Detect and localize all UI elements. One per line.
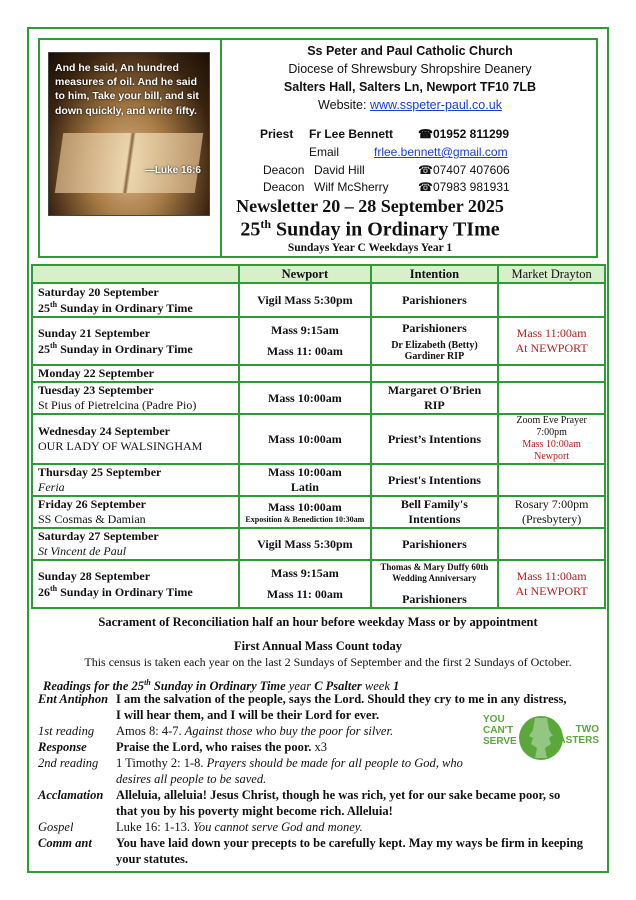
ent-antiphon-text: I am the salvation of the people, says the Lord. Should they cry to me in any distress, — [116, 692, 567, 706]
years-line: Sundays Year C Weekdays Year 1 — [287, 242, 453, 254]
day-label: Saturday 27 September — [38, 529, 159, 543]
sunday-rest: Sunday in Ordinary TIme — [271, 218, 500, 241]
diocese: Diocese of Shrewsbury Shropshire Deanery — [288, 62, 532, 76]
bible-quote-image — [48, 52, 210, 216]
deacon2-label: Deacon — [263, 180, 305, 194]
first-reading: Amos 8: 4-7. Against those who buy the poor for silver. — [116, 724, 394, 738]
intention: Parishioners — [402, 591, 467, 606]
market-drayton-note: At NEWPORT — [515, 341, 588, 355]
priest-phone: ☎01952 811299 — [418, 127, 510, 141]
newport-mass: Mass 10:00am — [239, 414, 370, 464]
newport-mass-note: Latin — [290, 480, 319, 494]
market-drayton-note: Zoom Eve Prayer 7:00pm — [516, 415, 587, 438]
reconciliation-notice: Sacrament of Reconciliation half an hour before weekday Mass or by appointment — [98, 615, 538, 629]
day-subtitle: 26th Sunday in Ordinary Time — [38, 583, 193, 599]
mass-count-title: First Annual Mass Count today — [233, 639, 403, 653]
col-day — [32, 265, 239, 283]
newport-mass: Mass 10:00am — [268, 465, 342, 479]
gospel: Luke 16: 1-13. You cannot serve God and money. — [116, 820, 363, 834]
ent-antiphon-label: Ent Antiphon — [38, 692, 109, 706]
day-label: Tuesday 23 September — [38, 383, 154, 397]
you-cant-serve-two-masters-logo — [483, 712, 599, 768]
logo-text: TWO — [575, 724, 599, 735]
priest-name: Fr Lee Bennett — [309, 127, 394, 141]
day-label: Monday 22 September — [32, 365, 239, 382]
bible-pages — [55, 133, 203, 193]
response-label: Response — [38, 740, 87, 754]
acclamation-text: that you by his poverty might become rich. Alleluia! — [116, 804, 393, 818]
newport-mass: Mass 10:00am — [268, 500, 342, 514]
deacon1-label: Deacon — [263, 163, 305, 177]
sunday-num: 25 — [240, 218, 261, 241]
email-label: Email — [309, 145, 340, 159]
day-label: Friday 26 September — [38, 497, 146, 511]
table-row — [32, 365, 605, 382]
intention: Parishioners — [371, 283, 499, 317]
newport-mass: Mass 11: 00am — [266, 344, 343, 358]
day-label: Sunday 28 September — [38, 568, 151, 583]
market-drayton-note: At NEWPORT — [515, 584, 588, 598]
table-row — [32, 382, 605, 414]
table-row — [32, 283, 605, 317]
col-market-drayton: Market Drayton — [498, 265, 605, 283]
gospel-label: Gospel — [38, 820, 74, 834]
website-link[interactable]: www.sspeter-paul.co.uk — [369, 98, 502, 112]
market-drayton-mass: Mass 11:00am — [516, 326, 587, 340]
intention: Bell Family's Intentions — [371, 496, 499, 528]
newport-mass: Vigil Mass 5:30pm — [239, 283, 370, 317]
address: Salters Hall, Salters Ln, Newport TF10 7LB — [283, 80, 537, 94]
intention: Priest's Intentions — [371, 464, 499, 496]
newport-mass: Vigil Mass 5:30pm — [239, 528, 370, 560]
newport-mass: Mass 10:00am — [239, 382, 370, 414]
newport-mass: Mass 11: 00am — [266, 587, 343, 601]
second-reading-label: 2nd reading — [38, 756, 99, 770]
day-subtitle: St Vincent de Paul — [38, 544, 127, 558]
intention: Dr Elizabeth (Betty) Gardiner RIP — [391, 339, 478, 362]
day-subtitle: Feria — [38, 480, 65, 494]
newport-mass: Mass 9:15am — [271, 566, 339, 580]
intention: Parishioners — [402, 320, 467, 335]
ent-antiphon-text: I will hear them, and I will be their Lord for ever. — [116, 708, 380, 722]
market-drayton-note: Rosary 7:00pm (Presbytery) — [498, 496, 605, 528]
website-label: Website: — [318, 98, 367, 112]
intention: Margaret O'Brien RIP — [371, 382, 499, 414]
website-line — [230, 96, 590, 114]
first-reading-label: 1st reading — [38, 724, 95, 738]
intention: Thomas & Mary Duffy 60th Wedding Anniversary — [380, 561, 489, 583]
newsletter-title: Newsletter 20 – 28 September 2025 — [236, 196, 504, 216]
communion-antiphon-text: your statutes. — [116, 852, 188, 866]
second-reading: desires all people to be saved. — [116, 772, 267, 786]
col-newport: Newport — [239, 265, 370, 283]
table-row — [32, 560, 605, 608]
day-label: Sunday 21 September — [38, 325, 151, 340]
church-info — [230, 42, 590, 114]
market-drayton-cell — [498, 283, 605, 317]
day-label: Thursday 25 September — [38, 465, 162, 479]
email-link[interactable]: frlee.bennett@gmail.com — [374, 145, 508, 159]
col-intention: Intention — [371, 265, 499, 283]
schedule-header-row — [32, 265, 605, 283]
table-row — [32, 414, 605, 464]
communion-antiphon-text: You have laid down your precepts to be carefully kept. May my ways be firm in keeping — [116, 836, 584, 850]
sunday-sup: th — [260, 217, 272, 231]
newport-mass: Mass 9:15am — [271, 323, 339, 337]
deacon1-name: David Hill — [314, 163, 365, 177]
schedule-table — [31, 264, 606, 609]
market-drayton-mass: Mass 10:00am — [522, 439, 581, 450]
day-label: Saturday 20 September — [38, 284, 159, 299]
communion-antiphon-label: Comm ant — [38, 836, 92, 850]
bible-quote: And he said, An hundred measures of oil. And he said to him, Take your bill, and sit down quickly, and write fifty. — [55, 62, 199, 117]
day-subtitle: OUR LADY OF WALSINGHAM — [38, 439, 203, 453]
response: Praise the Lord, who raises the poor. x3 — [116, 740, 327, 754]
priest-label: Priest — [260, 127, 294, 141]
bible-quote-cite: —Luke 16:6 — [144, 165, 201, 176]
intention: Priest’s Intentions — [371, 414, 499, 464]
mass-count-text: This census is taken each year on the last 2 Sundays of September and the first 2 Sundays of October. — [84, 655, 572, 669]
readings-heading: Readings for the 25th Sunday in Ordinary Time year C Psalter week 1 — [43, 678, 400, 694]
day-subtitle: SS Cosmas & Damian — [38, 512, 146, 526]
logo-text: CAN'T — [483, 725, 514, 736]
logo-text: SERVE — [483, 736, 517, 747]
table-row — [32, 464, 605, 496]
table-row — [32, 528, 605, 560]
sunday-title — [182, 217, 558, 242]
church-name: Ss Peter and Paul Catholic Church — [307, 44, 513, 58]
second-reading: 1 Timothy 2: 1-8. Prayers should be made for all people to God, who — [116, 756, 463, 770]
deacon2-phone: ☎07983 981931 — [418, 180, 510, 194]
table-row — [32, 317, 605, 365]
intention: Parishioners — [371, 528, 499, 560]
market-drayton-note: Newport — [534, 451, 570, 462]
day-subtitle: 25th Sunday in Ordinary Time — [38, 299, 193, 315]
logo-text: YOU — [483, 714, 505, 725]
day-subtitle: St Pius of Pietrelcina (Padre Pio) — [38, 398, 197, 412]
acclamation-label: Acclamation — [38, 788, 104, 802]
day-subtitle: 25th Sunday in Ordinary Time — [38, 340, 193, 356]
market-drayton-mass: Mass 11:00am — [516, 569, 587, 583]
table-row — [32, 496, 605, 528]
newport-mass-note: Exposition & Benediction 10:30am — [245, 515, 365, 524]
day-label: Wednesday 24 September — [38, 424, 170, 438]
acclamation-text: Alleluia, alleluia! Jesus Christ, though he was rich, yet for our sake became poor, so — [116, 788, 561, 802]
deacon1-phone: ☎07407 407606 — [418, 163, 510, 177]
logo-text: MASTERS — [550, 735, 599, 746]
deacon2-name: Wilf McSherry — [314, 180, 389, 194]
